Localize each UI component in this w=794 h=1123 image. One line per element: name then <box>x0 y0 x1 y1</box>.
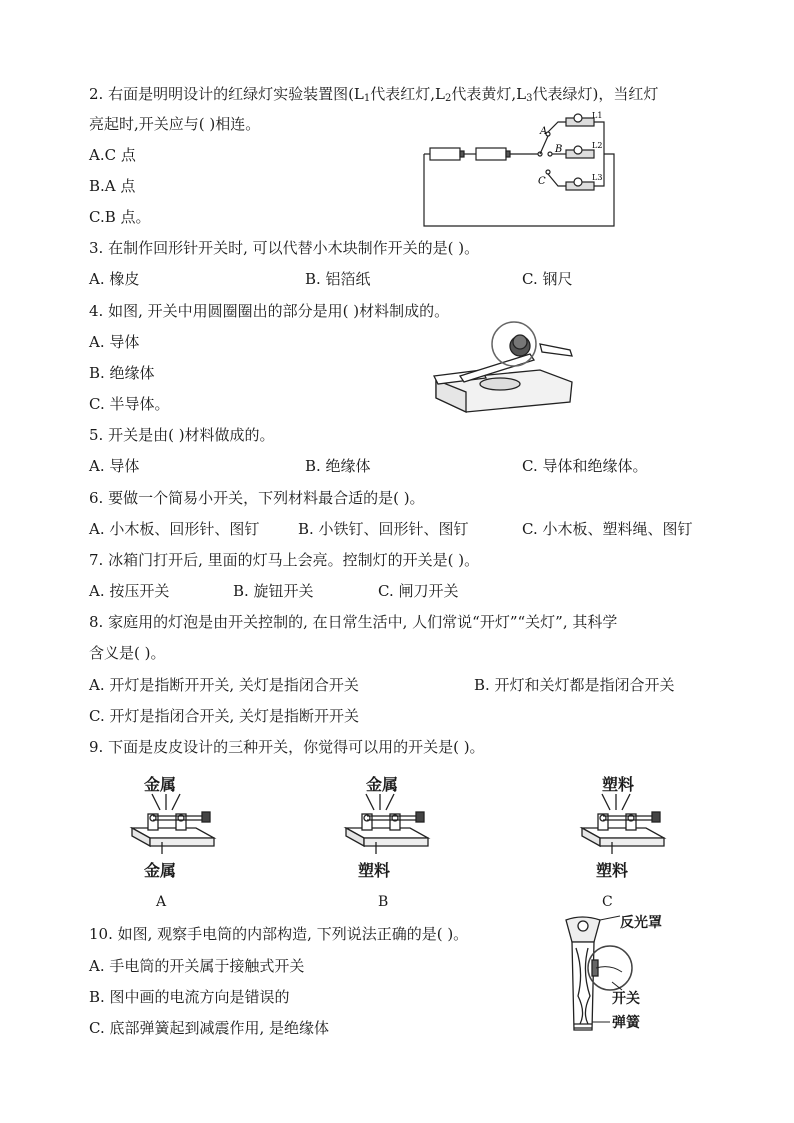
q2-option-c: C.B 点。 <box>89 208 151 226</box>
q10-option-a: A. 手电筒的开关属于接触式开关 <box>89 957 305 975</box>
spring-label: 弹簧 <box>612 1015 640 1031</box>
q8-option-b: B. 开灯和关灯都是指闭合开关 <box>474 676 675 694</box>
q4-option-b: B. 绝缘体 <box>89 364 155 382</box>
q2-stem-line2: 亮起时,开关应与( )相连。 <box>89 115 261 133</box>
q2-sub2: 2 <box>445 93 452 104</box>
label-c: C <box>538 176 546 187</box>
switch-b-bottom-label: 塑料 <box>358 861 391 880</box>
label-b: B <box>555 144 563 155</box>
switch-c-top-label: 塑料 <box>602 775 635 794</box>
switch-option-a <box>122 772 222 912</box>
switch-a-top-label: 金属 <box>144 775 177 794</box>
q5-option-b: B. 绝缘体 <box>305 457 371 475</box>
q2-stem-part: 2. 右面是明明设计的红绿灯实验装置图(L <box>89 85 364 103</box>
q3-stem: 3. 在制作回形针开关时, 可以代替小木块制作开关的是( )。 <box>89 239 480 257</box>
knife-switch-figure <box>430 320 580 416</box>
q7-option-a: A. 按压开关 <box>89 582 170 600</box>
label-l3: L3 <box>592 173 603 182</box>
q8-stem-line2: 含义是( )。 <box>89 644 166 662</box>
switch-c-bottom-label: 塑料 <box>596 861 629 880</box>
switch-a-bottom-label: 金属 <box>144 861 177 880</box>
switch-option-c <box>572 772 672 912</box>
q4-option-a: A. 导体 <box>89 333 140 351</box>
q2-stem-part: 代表绿灯)，当红灯 <box>532 85 659 103</box>
label-l1: L1 <box>592 111 603 120</box>
q9-stem: 9. 下面是皮皮设计的三种开关，你觉得可以用的开关是( )。 <box>89 738 485 756</box>
switch-b-caption: B <box>378 894 389 910</box>
q8-option-c: C. 开灯是指闭合开关, 关灯是指断开开关 <box>89 707 360 725</box>
q2-stem-part: 代表黄灯,L <box>451 85 527 103</box>
q2-stem-line1 <box>89 84 658 109</box>
q8-option-a: A. 开灯是指断开开关, 关灯是指闭合开关 <box>89 676 359 694</box>
q7-option-b: B. 旋钮开关 <box>233 582 314 600</box>
switch-option-b <box>336 772 436 912</box>
q6-stem: 6. 要做一个简易小开关，下列材料最合适的是( )。 <box>89 489 425 507</box>
q2-sub1: 1 <box>363 93 371 104</box>
q2-option-a: A.C 点 <box>89 146 136 164</box>
q2-stem-part: 代表红灯,L <box>370 85 446 103</box>
q10-stem: 10. 如图, 观察手电筒的内部构造, 下列说法正确的是( )。 <box>89 925 469 943</box>
q5-stem: 5. 开关是由( )材料做成的。 <box>89 426 275 444</box>
label-a: A <box>540 126 548 137</box>
q10-option-b: B. 图中画的电流方向是错误的 <box>89 988 290 1006</box>
q3-option-b: B. 铝箔纸 <box>305 270 371 288</box>
q3-option-a: A. 橡皮 <box>89 270 140 288</box>
flashlight-figure <box>560 912 670 1038</box>
q5-option-a: A. 导体 <box>89 457 140 475</box>
q6-option-b: B. 小铁钉、回形针、图钉 <box>298 520 469 538</box>
q8-stem-line1: 8. 家庭用的灯泡是由开关控制的, 在日常生活中, 人们常说“开灯”“关灯”, 其科学 <box>89 613 618 631</box>
switch-a-drawing <box>122 792 222 856</box>
q7-option-c: C. 闸刀开关 <box>378 582 459 600</box>
switch-a-caption: A <box>156 894 167 910</box>
q3-option-c: C. 钢尺 <box>522 270 573 288</box>
switch-c-caption: C <box>602 894 613 910</box>
q6-option-c: C. 小木板、塑料绳、图钉 <box>522 520 693 538</box>
q5-option-c: C. 导体和绝缘体。 <box>522 457 648 475</box>
traffic-light-circuit-diagram <box>418 108 618 230</box>
reflector-label: 反光罩 <box>620 915 662 931</box>
q6-option-a: A. 小木板、回形针、图钉 <box>89 520 260 538</box>
switch-b-top-label: 金属 <box>366 775 399 794</box>
q2-sub3: 3 <box>526 93 533 104</box>
q4-stem: 4. 如图, 开关中用圆圈圈出的部分是用( )材料制成的。 <box>89 302 450 320</box>
label-l2: L2 <box>592 141 603 150</box>
q4-option-c: C. 半导体。 <box>89 395 170 413</box>
q2-option-b: B.A 点 <box>89 177 136 195</box>
switch-label: 开关 <box>612 991 640 1007</box>
q7-stem: 7. 冰箱门打开后, 里面的灯马上会亮。控制灯的开关是( )。 <box>89 551 480 569</box>
q10-option-c: C. 底部弹簧起到减震作用, 是绝缘体 <box>89 1019 330 1037</box>
switch-b-drawing <box>336 792 436 856</box>
switch-c-drawing <box>572 792 672 856</box>
